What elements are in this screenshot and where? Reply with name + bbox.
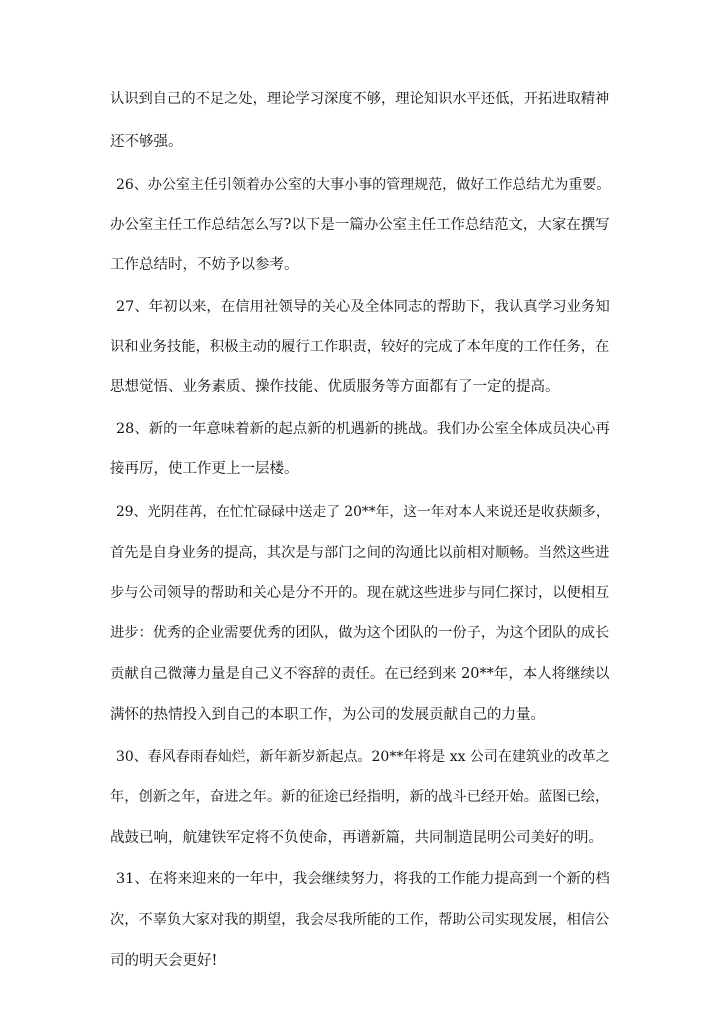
text-line: 思想觉悟、业务素质、操作技能、优质服务等方面都有了一定的提高。 (110, 379, 560, 395)
text-line: 年，创新之年，奋进之年。新的征途已经指明，新的战斗已经开始。蓝图已绘， (110, 789, 610, 805)
text-line: 接再厉，使工作更上一层楼。 (110, 461, 299, 477)
text-line: 司的明天会更好! (110, 953, 218, 969)
text-line: 次，不辜负大家对我的期望，我会尽我所能的工作，帮助公司实现发展，相信公 (110, 912, 610, 928)
text-line: 工作总结时，不妨予以参考。 (110, 257, 299, 273)
text-line: 30、春风春雨春灿烂，新年新岁新起点。20**年将是 xx 公司在建筑业的改革之 (116, 749, 610, 765)
text-line: 还不够强。 (110, 134, 183, 150)
text-line: 办公室主任工作总结怎么写?以下是一篇办公室主任工作总结范文，大家在撰写 (110, 217, 610, 233)
text-line: 进步：优秀的企业需要优秀的团队，做为这个团队的一份子，为这个团队的成长 (110, 625, 610, 641)
text-line: 27、年初以来，在信用社领导的关心及全体同志的帮助下，我认真学习业务知 (116, 299, 610, 315)
text-line: 满怀的热情投入到自己的本职工作，为公司的发展贡献自己的力量。 (110, 707, 545, 723)
text-line: 贡献自己微薄力量是自己义不容辞的责任。在已经到来 20**年，本人将继续以 (110, 666, 610, 682)
text-line: 首先是自身业务的提高，其次是与部门之间的沟通比以前相对顺畅。当然这些进 (110, 545, 610, 561)
text-line: 战鼓已响，航建铁军定将不负使命，再谱新篇，共同制造昆明公司美好的明。 (110, 830, 603, 846)
text-line: 步与公司领导的帮助和关心是分不开的。现在就这些进步与同仁探讨，以便相互 (110, 585, 610, 601)
text-line: 认识到自己的不足之处，理论学习深度不够，理论知识水平还低，开拓进取精神 (110, 91, 610, 107)
text-line: 26、办公室主任引领着办公室的大事小事的管理规范，做好工作总结尤为重要。 (116, 177, 611, 193)
text-line: 31、在将来迎来的一年中，我会继续努力，将我的工作能力提高到一个新的档 (116, 871, 610, 887)
text-line: 28、新的一年意味着新的起点新的机遇新的挑战。我们办公室全体成员决心再 (116, 421, 610, 437)
text-line: 识和业务技能，积极主动的履行工作职责，较好的完成了本年度的工作任务，在 (110, 339, 610, 355)
text-line: 29、光阴荏苒，在忙忙碌碌中送走了 20**年，这一年对本人来说还是收获颇多， (116, 504, 610, 520)
